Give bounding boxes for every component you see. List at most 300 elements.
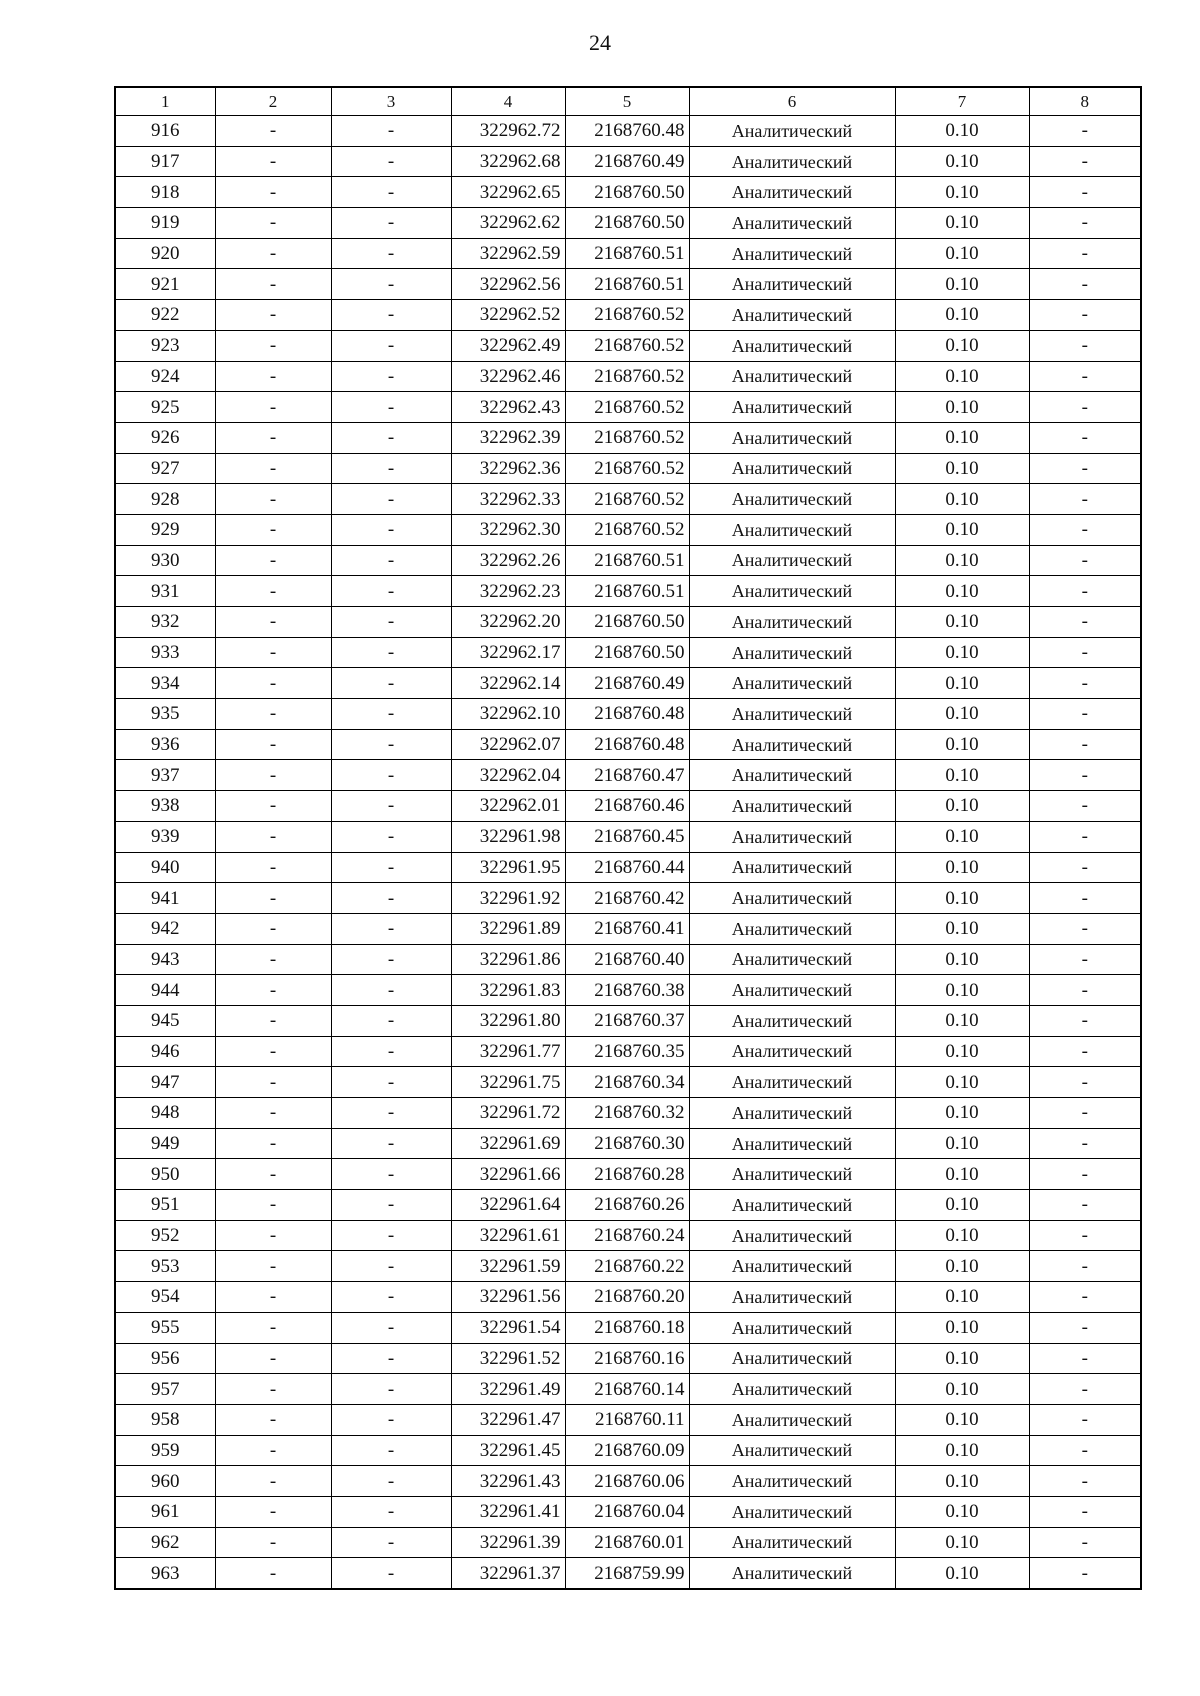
column-8-cell: -	[1029, 330, 1141, 361]
column-3-cell: -	[331, 330, 451, 361]
column-8-cell: -	[1029, 361, 1141, 392]
method-cell: Аналитический	[689, 1282, 895, 1313]
table-row	[115, 913, 1141, 944]
coordinates-table-container	[114, 86, 1142, 1590]
table-row	[115, 944, 1141, 975]
column-3-cell: -	[331, 1374, 451, 1405]
accuracy-cell: 0.10	[895, 300, 1029, 331]
column-8-cell: -	[1029, 453, 1141, 484]
column-2-cell: -	[215, 545, 331, 576]
column-3-cell: -	[331, 1220, 451, 1251]
accuracy-cell: 0.10	[895, 1374, 1029, 1405]
y-coordinate-cell: 2168760.32	[565, 1098, 689, 1129]
column-2-cell: -	[215, 1220, 331, 1251]
column-8-cell: -	[1029, 760, 1141, 791]
point-number-cell: 946	[115, 1036, 215, 1067]
column-3-cell: -	[331, 1527, 451, 1558]
accuracy-cell: 0.10	[895, 1558, 1029, 1589]
y-coordinate-cell: 2168760.18	[565, 1312, 689, 1343]
point-number-cell: 962	[115, 1527, 215, 1558]
table-row	[115, 1128, 1141, 1159]
x-coordinate-cell: 322961.45	[451, 1435, 565, 1466]
table-row	[115, 545, 1141, 576]
table-row	[115, 484, 1141, 515]
table-row	[115, 453, 1141, 484]
x-coordinate-cell: 322962.01	[451, 791, 565, 822]
x-coordinate-cell: 322961.86	[451, 944, 565, 975]
method-cell: Аналитический	[689, 821, 895, 852]
column-2-cell: -	[215, 791, 331, 822]
method-cell: Аналитический	[689, 208, 895, 239]
column-3-cell: -	[331, 361, 451, 392]
point-number-cell: 922	[115, 300, 215, 331]
table-row	[115, 1220, 1141, 1251]
column-8-cell: -	[1029, 852, 1141, 883]
accuracy-cell: 0.10	[895, 545, 1029, 576]
column-8-cell: -	[1029, 1558, 1141, 1589]
point-number-cell: 958	[115, 1404, 215, 1435]
coordinates-table	[114, 86, 1142, 1590]
method-cell: Аналитический	[689, 1496, 895, 1527]
y-coordinate-cell: 2168760.52	[565, 361, 689, 392]
accuracy-cell: 0.10	[895, 208, 1029, 239]
accuracy-cell: 0.10	[895, 791, 1029, 822]
method-cell: Аналитический	[689, 1036, 895, 1067]
method-cell: Аналитический	[689, 852, 895, 883]
y-coordinate-cell: 2168760.50	[565, 607, 689, 638]
method-cell: Аналитический	[689, 1312, 895, 1343]
x-coordinate-cell: 322962.23	[451, 576, 565, 607]
point-number-cell: 952	[115, 1220, 215, 1251]
table-body	[115, 116, 1141, 1590]
x-coordinate-cell: 322961.89	[451, 913, 565, 944]
column-8-cell: -	[1029, 1527, 1141, 1558]
x-coordinate-cell: 322962.62	[451, 208, 565, 239]
accuracy-cell: 0.10	[895, 392, 1029, 423]
column-2-cell: -	[215, 1435, 331, 1466]
x-coordinate-cell: 322961.92	[451, 883, 565, 914]
y-coordinate-cell: 2168760.52	[565, 392, 689, 423]
column-8-cell: -	[1029, 913, 1141, 944]
y-coordinate-cell: 2168760.11	[565, 1404, 689, 1435]
y-coordinate-cell: 2168760.49	[565, 668, 689, 699]
x-coordinate-cell: 322961.39	[451, 1527, 565, 1558]
accuracy-cell: 0.10	[895, 361, 1029, 392]
column-header: 8	[1029, 87, 1141, 116]
point-number-cell: 943	[115, 944, 215, 975]
table-row	[115, 1005, 1141, 1036]
point-number-cell: 940	[115, 852, 215, 883]
table-row	[115, 422, 1141, 453]
table-row	[115, 1067, 1141, 1098]
column-3-cell: -	[331, 514, 451, 545]
column-3-cell: -	[331, 576, 451, 607]
method-cell: Аналитический	[689, 883, 895, 914]
method-cell: Аналитический	[689, 484, 895, 515]
table-row	[115, 1282, 1141, 1313]
column-2-cell: -	[215, 330, 331, 361]
table-row	[115, 668, 1141, 699]
y-coordinate-cell: 2168760.50	[565, 208, 689, 239]
column-2-cell: -	[215, 1159, 331, 1190]
point-number-cell: 917	[115, 146, 215, 177]
column-8-cell: -	[1029, 545, 1141, 576]
x-coordinate-cell: 322961.75	[451, 1067, 565, 1098]
accuracy-cell: 0.10	[895, 1282, 1029, 1313]
table-row	[115, 1466, 1141, 1497]
column-8-cell: -	[1029, 729, 1141, 760]
x-coordinate-cell: 322961.49	[451, 1374, 565, 1405]
table-row	[115, 760, 1141, 791]
y-coordinate-cell: 2168760.49	[565, 146, 689, 177]
method-cell: Аналитический	[689, 760, 895, 791]
accuracy-cell: 0.10	[895, 330, 1029, 361]
column-2-cell: -	[215, 760, 331, 791]
point-number-cell: 944	[115, 975, 215, 1006]
x-coordinate-cell: 322962.36	[451, 453, 565, 484]
column-2-cell: -	[215, 361, 331, 392]
table-row	[115, 361, 1141, 392]
method-cell: Аналитический	[689, 791, 895, 822]
accuracy-cell: 0.10	[895, 484, 1029, 515]
table-row	[115, 238, 1141, 269]
method-cell: Аналитический	[689, 975, 895, 1006]
point-number-cell: 955	[115, 1312, 215, 1343]
table-row	[115, 821, 1141, 852]
column-8-cell: -	[1029, 1128, 1141, 1159]
point-number-cell: 941	[115, 883, 215, 914]
column-2-cell: -	[215, 1036, 331, 1067]
accuracy-cell: 0.10	[895, 944, 1029, 975]
point-number-cell: 939	[115, 821, 215, 852]
x-coordinate-cell: 322961.41	[451, 1496, 565, 1527]
x-coordinate-cell: 322961.72	[451, 1098, 565, 1129]
x-coordinate-cell: 322961.80	[451, 1005, 565, 1036]
method-cell: Аналитический	[689, 146, 895, 177]
point-number-cell: 953	[115, 1251, 215, 1282]
x-coordinate-cell: 322961.47	[451, 1404, 565, 1435]
method-cell: Аналитический	[689, 1466, 895, 1497]
column-2-cell: -	[215, 852, 331, 883]
column-2-cell: -	[215, 1128, 331, 1159]
accuracy-cell: 0.10	[895, 576, 1029, 607]
column-3-cell: -	[331, 883, 451, 914]
column-3-cell: -	[331, 760, 451, 791]
column-3-cell: -	[331, 392, 451, 423]
x-coordinate-cell: 322962.26	[451, 545, 565, 576]
column-2-cell: -	[215, 1374, 331, 1405]
point-number-cell: 956	[115, 1343, 215, 1374]
page-number: 24	[589, 30, 611, 55]
column-2-cell: -	[215, 1067, 331, 1098]
point-number-cell: 945	[115, 1005, 215, 1036]
y-coordinate-cell: 2168760.52	[565, 300, 689, 331]
accuracy-cell: 0.10	[895, 1435, 1029, 1466]
point-number-cell: 918	[115, 177, 215, 208]
column-2-cell: -	[215, 1190, 331, 1221]
x-coordinate-cell: 322961.37	[451, 1558, 565, 1589]
point-number-cell: 948	[115, 1098, 215, 1129]
column-3-cell: -	[331, 1036, 451, 1067]
y-coordinate-cell: 2168760.20	[565, 1282, 689, 1313]
column-header: 3	[331, 87, 451, 116]
column-3-cell: -	[331, 1005, 451, 1036]
method-cell: Аналитический	[689, 1374, 895, 1405]
point-number-cell: 919	[115, 208, 215, 239]
y-coordinate-cell: 2168760.44	[565, 852, 689, 883]
column-2-cell: -	[215, 1251, 331, 1282]
x-coordinate-cell: 322962.52	[451, 300, 565, 331]
point-number-cell: 929	[115, 514, 215, 545]
y-coordinate-cell: 2168760.37	[565, 1005, 689, 1036]
method-cell: Аналитический	[689, 392, 895, 423]
column-header: 1	[115, 87, 215, 116]
x-coordinate-cell: 322962.72	[451, 116, 565, 147]
column-8-cell: -	[1029, 1374, 1141, 1405]
column-3-cell: -	[331, 1251, 451, 1282]
point-number-cell: 920	[115, 238, 215, 269]
accuracy-cell: 0.10	[895, 729, 1029, 760]
accuracy-cell: 0.10	[895, 269, 1029, 300]
table-row	[115, 1036, 1141, 1067]
table-row	[115, 791, 1141, 822]
column-3-cell: -	[331, 1067, 451, 1098]
accuracy-cell: 0.10	[895, 1128, 1029, 1159]
column-header: 7	[895, 87, 1029, 116]
column-3-cell: -	[331, 699, 451, 730]
column-3-cell: -	[331, 146, 451, 177]
column-3-cell: -	[331, 821, 451, 852]
x-coordinate-cell: 322961.98	[451, 821, 565, 852]
y-coordinate-cell: 2168759.99	[565, 1558, 689, 1589]
column-2-cell: -	[215, 637, 331, 668]
y-coordinate-cell: 2168760.52	[565, 514, 689, 545]
x-coordinate-cell: 322961.66	[451, 1159, 565, 1190]
point-number-cell: 959	[115, 1435, 215, 1466]
accuracy-cell: 0.10	[895, 607, 1029, 638]
column-2-cell: -	[215, 576, 331, 607]
accuracy-cell: 0.10	[895, 975, 1029, 1006]
point-number-cell: 961	[115, 1496, 215, 1527]
column-header: 6	[689, 87, 895, 116]
table-row	[115, 330, 1141, 361]
accuracy-cell: 0.10	[895, 1220, 1029, 1251]
method-cell: Аналитический	[689, 269, 895, 300]
point-number-cell: 937	[115, 760, 215, 791]
method-cell: Аналитический	[689, 361, 895, 392]
x-coordinate-cell: 322962.59	[451, 238, 565, 269]
table-row	[115, 1496, 1141, 1527]
table-row	[115, 1251, 1141, 1282]
column-8-cell: -	[1029, 883, 1141, 914]
table-row	[115, 1343, 1141, 1374]
table-row	[115, 1404, 1141, 1435]
point-number-cell: 926	[115, 422, 215, 453]
column-3-cell: -	[331, 913, 451, 944]
y-coordinate-cell: 2168760.41	[565, 913, 689, 944]
method-cell: Аналитический	[689, 116, 895, 147]
x-coordinate-cell: 322962.56	[451, 269, 565, 300]
point-number-cell: 934	[115, 668, 215, 699]
accuracy-cell: 0.10	[895, 852, 1029, 883]
accuracy-cell: 0.10	[895, 1466, 1029, 1497]
column-3-cell: -	[331, 1404, 451, 1435]
method-cell: Аналитический	[689, 238, 895, 269]
column-8-cell: -	[1029, 576, 1141, 607]
accuracy-cell: 0.10	[895, 1190, 1029, 1221]
table-row	[115, 883, 1141, 914]
accuracy-cell: 0.10	[895, 883, 1029, 914]
point-number-cell: 949	[115, 1128, 215, 1159]
method-cell: Аналитический	[689, 944, 895, 975]
accuracy-cell: 0.10	[895, 514, 1029, 545]
column-2-cell: -	[215, 1005, 331, 1036]
accuracy-cell: 0.10	[895, 177, 1029, 208]
accuracy-cell: 0.10	[895, 1496, 1029, 1527]
method-cell: Аналитический	[689, 1220, 895, 1251]
point-number-cell: 923	[115, 330, 215, 361]
x-coordinate-cell: 322961.61	[451, 1220, 565, 1251]
table-row	[115, 699, 1141, 730]
column-2-cell: -	[215, 975, 331, 1006]
column-8-cell: -	[1029, 177, 1141, 208]
method-cell: Аналитический	[689, 729, 895, 760]
method-cell: Аналитический	[689, 177, 895, 208]
column-3-cell: -	[331, 208, 451, 239]
point-number-cell: 951	[115, 1190, 215, 1221]
y-coordinate-cell: 2168760.51	[565, 269, 689, 300]
column-3-cell: -	[331, 637, 451, 668]
accuracy-cell: 0.10	[895, 913, 1029, 944]
x-coordinate-cell: 322961.69	[451, 1128, 565, 1159]
method-cell: Аналитический	[689, 545, 895, 576]
column-8-cell: -	[1029, 1098, 1141, 1129]
column-2-cell: -	[215, 453, 331, 484]
point-number-cell: 930	[115, 545, 215, 576]
y-coordinate-cell: 2168760.42	[565, 883, 689, 914]
y-coordinate-cell: 2168760.52	[565, 484, 689, 515]
x-coordinate-cell: 322962.07	[451, 729, 565, 760]
method-cell: Аналитический	[689, 1343, 895, 1374]
point-number-cell: 938	[115, 791, 215, 822]
column-8-cell: -	[1029, 238, 1141, 269]
accuracy-cell: 0.10	[895, 1159, 1029, 1190]
x-coordinate-cell: 322961.54	[451, 1312, 565, 1343]
x-coordinate-cell: 322961.43	[451, 1466, 565, 1497]
column-8-cell: -	[1029, 1343, 1141, 1374]
column-2-cell: -	[215, 1466, 331, 1497]
method-cell: Аналитический	[689, 1251, 895, 1282]
column-2-cell: -	[215, 269, 331, 300]
column-3-cell: -	[331, 177, 451, 208]
table-row	[115, 637, 1141, 668]
column-2-cell: -	[215, 699, 331, 730]
y-coordinate-cell: 2168760.45	[565, 821, 689, 852]
method-cell: Аналитический	[689, 1527, 895, 1558]
column-2-cell: -	[215, 1558, 331, 1589]
method-cell: Аналитический	[689, 330, 895, 361]
method-cell: Аналитический	[689, 422, 895, 453]
y-coordinate-cell: 2168760.51	[565, 238, 689, 269]
column-3-cell: -	[331, 852, 451, 883]
x-coordinate-cell: 322961.83	[451, 975, 565, 1006]
method-cell: Аналитический	[689, 913, 895, 944]
column-2-cell: -	[215, 484, 331, 515]
table-row	[115, 146, 1141, 177]
accuracy-cell: 0.10	[895, 1098, 1029, 1129]
column-2-cell: -	[215, 821, 331, 852]
column-2-cell: -	[215, 944, 331, 975]
column-8-cell: -	[1029, 944, 1141, 975]
y-coordinate-cell: 2168760.51	[565, 545, 689, 576]
column-3-cell: -	[331, 1159, 451, 1190]
column-8-cell: -	[1029, 1312, 1141, 1343]
column-8-cell: -	[1029, 821, 1141, 852]
column-8-cell: -	[1029, 791, 1141, 822]
y-coordinate-cell: 2168760.48	[565, 699, 689, 730]
accuracy-cell: 0.10	[895, 1527, 1029, 1558]
method-cell: Аналитический	[689, 699, 895, 730]
x-coordinate-cell: 322961.56	[451, 1282, 565, 1313]
y-coordinate-cell: 2168760.47	[565, 760, 689, 791]
column-8-cell: -	[1029, 1282, 1141, 1313]
table-row	[115, 1374, 1141, 1405]
column-2-cell: -	[215, 668, 331, 699]
column-8-cell: -	[1029, 1067, 1141, 1098]
method-cell: Аналитический	[689, 1190, 895, 1221]
x-coordinate-cell: 322961.64	[451, 1190, 565, 1221]
table-row	[115, 1190, 1141, 1221]
point-number-cell: 916	[115, 116, 215, 147]
column-3-cell: -	[331, 484, 451, 515]
y-coordinate-cell: 2168760.01	[565, 1527, 689, 1558]
accuracy-cell: 0.10	[895, 1251, 1029, 1282]
y-coordinate-cell: 2168760.30	[565, 1128, 689, 1159]
table-row	[115, 975, 1141, 1006]
table-row	[115, 1527, 1141, 1558]
column-3-cell: -	[331, 1312, 451, 1343]
method-cell: Аналитический	[689, 1435, 895, 1466]
method-cell: Аналитический	[689, 607, 895, 638]
point-number-cell: 942	[115, 913, 215, 944]
y-coordinate-cell: 2168760.34	[565, 1067, 689, 1098]
column-8-cell: -	[1029, 1435, 1141, 1466]
column-3-cell: -	[331, 1098, 451, 1129]
column-2-cell: -	[215, 1404, 331, 1435]
point-number-cell: 933	[115, 637, 215, 668]
column-2-cell: -	[215, 422, 331, 453]
accuracy-cell: 0.10	[895, 637, 1029, 668]
column-2-cell: -	[215, 208, 331, 239]
table-row	[115, 1159, 1141, 1190]
table-row	[115, 116, 1141, 147]
y-coordinate-cell: 2168760.38	[565, 975, 689, 1006]
method-cell: Аналитический	[689, 576, 895, 607]
y-coordinate-cell: 2168760.16	[565, 1343, 689, 1374]
column-3-cell: -	[331, 545, 451, 576]
method-cell: Аналитический	[689, 1404, 895, 1435]
column-3-cell: -	[331, 944, 451, 975]
column-8-cell: -	[1029, 146, 1141, 177]
column-2-cell: -	[215, 1343, 331, 1374]
column-3-cell: -	[331, 116, 451, 147]
column-2-cell: -	[215, 392, 331, 423]
method-cell: Аналитический	[689, 514, 895, 545]
column-3-cell: -	[331, 300, 451, 331]
y-coordinate-cell: 2168760.28	[565, 1159, 689, 1190]
accuracy-cell: 0.10	[895, 146, 1029, 177]
y-coordinate-cell: 2168760.50	[565, 177, 689, 208]
